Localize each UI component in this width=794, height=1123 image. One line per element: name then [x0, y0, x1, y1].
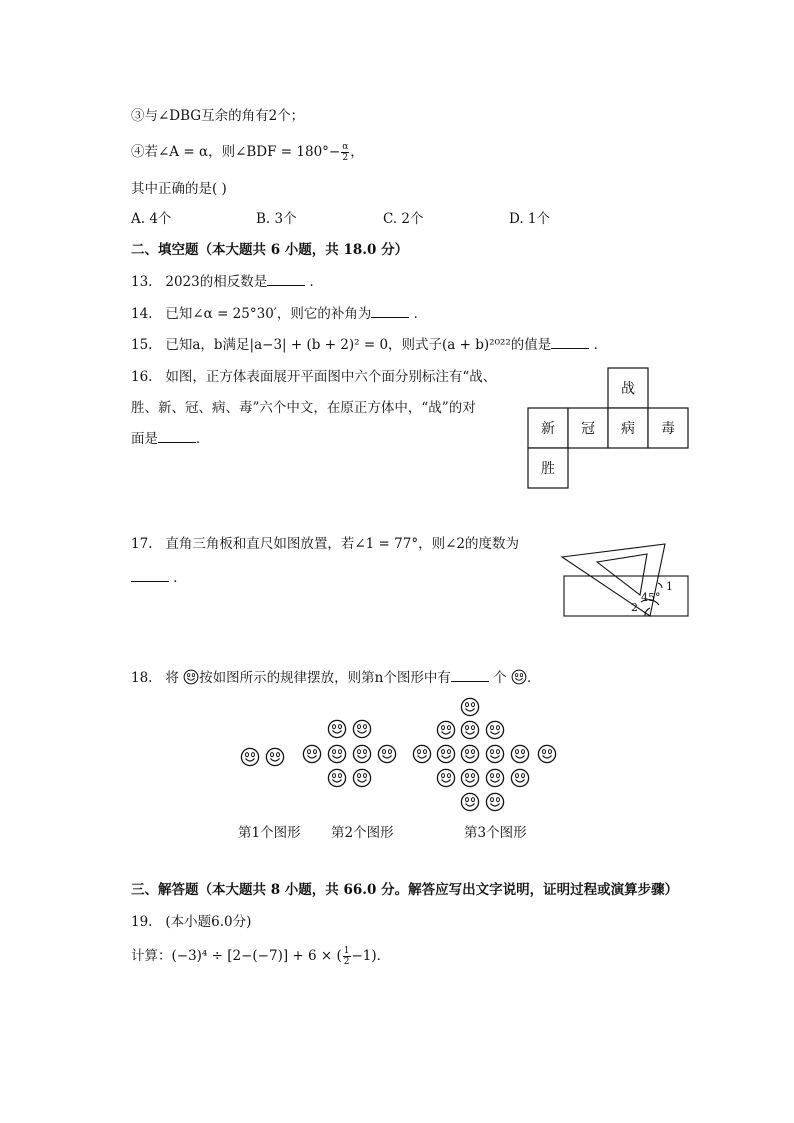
fraction-numerator: α [342, 142, 349, 152]
smiley-icon [486, 721, 503, 738]
question-15 [131, 333, 607, 353]
smiley-icon [511, 769, 528, 786]
smiley-icon [413, 745, 430, 762]
net-label-2: 冠 [581, 421, 595, 437]
question-18 [131, 666, 540, 686]
answer-blank [551, 336, 589, 349]
q12-prompt: 其中正确的是( ) [131, 181, 227, 197]
q12-item-3: ③与∠DBG互余的角有2个； [131, 108, 305, 124]
answer-blank [131, 569, 169, 582]
question-19-number: 19. [131, 914, 153, 930]
section-3-heading: 三、解答题（本大题共 8 小题，共 66.0 分。解答应写出文字说明，证明过程或演算步骤） [131, 882, 679, 898]
alpha-over-2-fraction [341, 142, 349, 163]
one-half-fraction [343, 946, 351, 967]
question-19-suffix: −1)． [351, 948, 391, 964]
smiley-icon [538, 745, 555, 762]
question-17-answer-line [131, 566, 187, 586]
smiley-icon [378, 745, 395, 762]
q12-option-c: C. 2个 [383, 211, 424, 227]
question-16-number: 16. [131, 369, 153, 385]
angle-1-arc [658, 583, 662, 588]
question-18-text-b: 按如图所示的规律摆放，则第n个图形中有 [199, 670, 451, 686]
figure-2-caption: 第2个图形 [331, 825, 394, 841]
question-18-text-d: ． [526, 670, 541, 686]
smiley-pattern-figure [230, 692, 570, 817]
question-16-text-1: 如图，正方体表面展开平面图中六个面分别标注有“战、 [165, 369, 497, 385]
question-13-number: 13. [131, 274, 153, 290]
smiley-icon [461, 769, 478, 786]
answer-blank [451, 669, 489, 682]
question-16-line-3 [131, 427, 210, 447]
q12-option-d: D. 1个 [509, 211, 551, 227]
smiley-icon [461, 721, 478, 738]
figure-1-caption: 第1个图形 [238, 825, 301, 841]
question-19-prefix: 计算：(−3)⁴ ÷ [2−(−7)] + 6 × ( [131, 948, 342, 964]
smiley-icon [353, 769, 370, 786]
question-18-text-a: 将 [165, 670, 179, 686]
figure-3-caption: 第3个图形 [464, 825, 527, 841]
question-15-number: 15. [131, 337, 153, 353]
smiley-icon [266, 748, 283, 765]
smiley-icon [353, 720, 370, 737]
fraction-denominator: 2 [342, 153, 349, 163]
angle-1-label: 1 [666, 580, 673, 593]
smiley-icon [303, 745, 320, 762]
question-13-tail: ． [305, 274, 324, 290]
smiley-icon [241, 748, 258, 765]
net-label-top: 战 [621, 381, 635, 397]
smiley-icon [461, 793, 478, 810]
question-19-header [131, 910, 251, 930]
question-17-text: 直角三角板和直尺如图放置，若∠1 = 77°，则∠2的度数为 [165, 536, 519, 552]
smiley-icon [328, 720, 345, 737]
question-17-tail: ． [169, 570, 187, 586]
fraction-denominator: 2 [343, 957, 350, 967]
question-16-tail: ． [196, 431, 210, 447]
set-square-outer [562, 544, 665, 616]
smiley-icon [353, 745, 370, 762]
q12-item-4-suffix: ， [350, 144, 364, 160]
smiley-icon [328, 769, 345, 786]
smiley-icon [437, 769, 454, 786]
angle-2-label: 2 [631, 601, 638, 614]
question-17 [131, 532, 519, 552]
smiley-icon [183, 669, 199, 685]
question-14-tail: ． [409, 306, 428, 322]
smiley-icon [461, 745, 478, 762]
net-label-bottom: 胜 [541, 461, 555, 477]
smiley-icon [486, 793, 503, 810]
smiley-icon [486, 745, 503, 762]
q12-option-a: A. 4个 [131, 211, 172, 227]
question-14-text: 已知∠α = 25°30′，则它的补角为 [165, 306, 372, 322]
question-15-tail: ． [589, 337, 608, 353]
answer-blank [371, 305, 409, 318]
question-17-number: 17. [131, 536, 153, 552]
smiley-icon [437, 721, 454, 738]
question-16-text-3: 面是 [131, 431, 158, 447]
question-14-number: 14. [131, 306, 153, 322]
question-16-line-2: 胜、新、冠、病、毒”六个中文，在原正方体中，“战”的对 [131, 400, 476, 416]
question-14 [131, 302, 427, 322]
cube-net-figure [520, 360, 700, 500]
smiley-icon [437, 745, 454, 762]
q12-item-4 [131, 140, 364, 163]
question-13 [131, 270, 323, 290]
net-label-4: 毒 [661, 421, 675, 437]
net-label-1: 新 [541, 421, 555, 437]
smiley-icon [328, 745, 345, 762]
triangle-ruler-figure [555, 540, 695, 622]
smiley-icon [461, 698, 478, 715]
question-19-expression [131, 944, 390, 967]
set-square-inner [597, 554, 647, 595]
angle-45-label: 45° [641, 591, 661, 604]
smiley-icon [511, 669, 527, 685]
answer-blank [267, 273, 305, 286]
answer-blank [158, 430, 196, 443]
fraction-numerator: 1 [343, 946, 350, 956]
smiley-icon [486, 769, 503, 786]
net-label-3: 病 [621, 421, 635, 437]
question-18-number: 18. [131, 670, 153, 686]
question-13-text: 2023的相反数是 [165, 274, 268, 290]
smiley-icon [511, 745, 528, 762]
section-2-heading: 二、填空题（本大题共 6 小题，共 18.0 分） [131, 242, 409, 258]
question-15-text: 已知a，b满足|a−3| + (b + 2)² = 0，则式子(a + b)²⁰²²的值是 [165, 337, 552, 353]
q12-item-4-prefix: ④若∠A = α，则∠BDF = 180°− [131, 144, 341, 160]
question-19-points: (本小题6.0分) [165, 914, 252, 930]
question-18-text-c: 个 [488, 670, 507, 686]
question-16-line-1 [131, 365, 496, 385]
q12-option-b: B. 3个 [256, 211, 297, 227]
